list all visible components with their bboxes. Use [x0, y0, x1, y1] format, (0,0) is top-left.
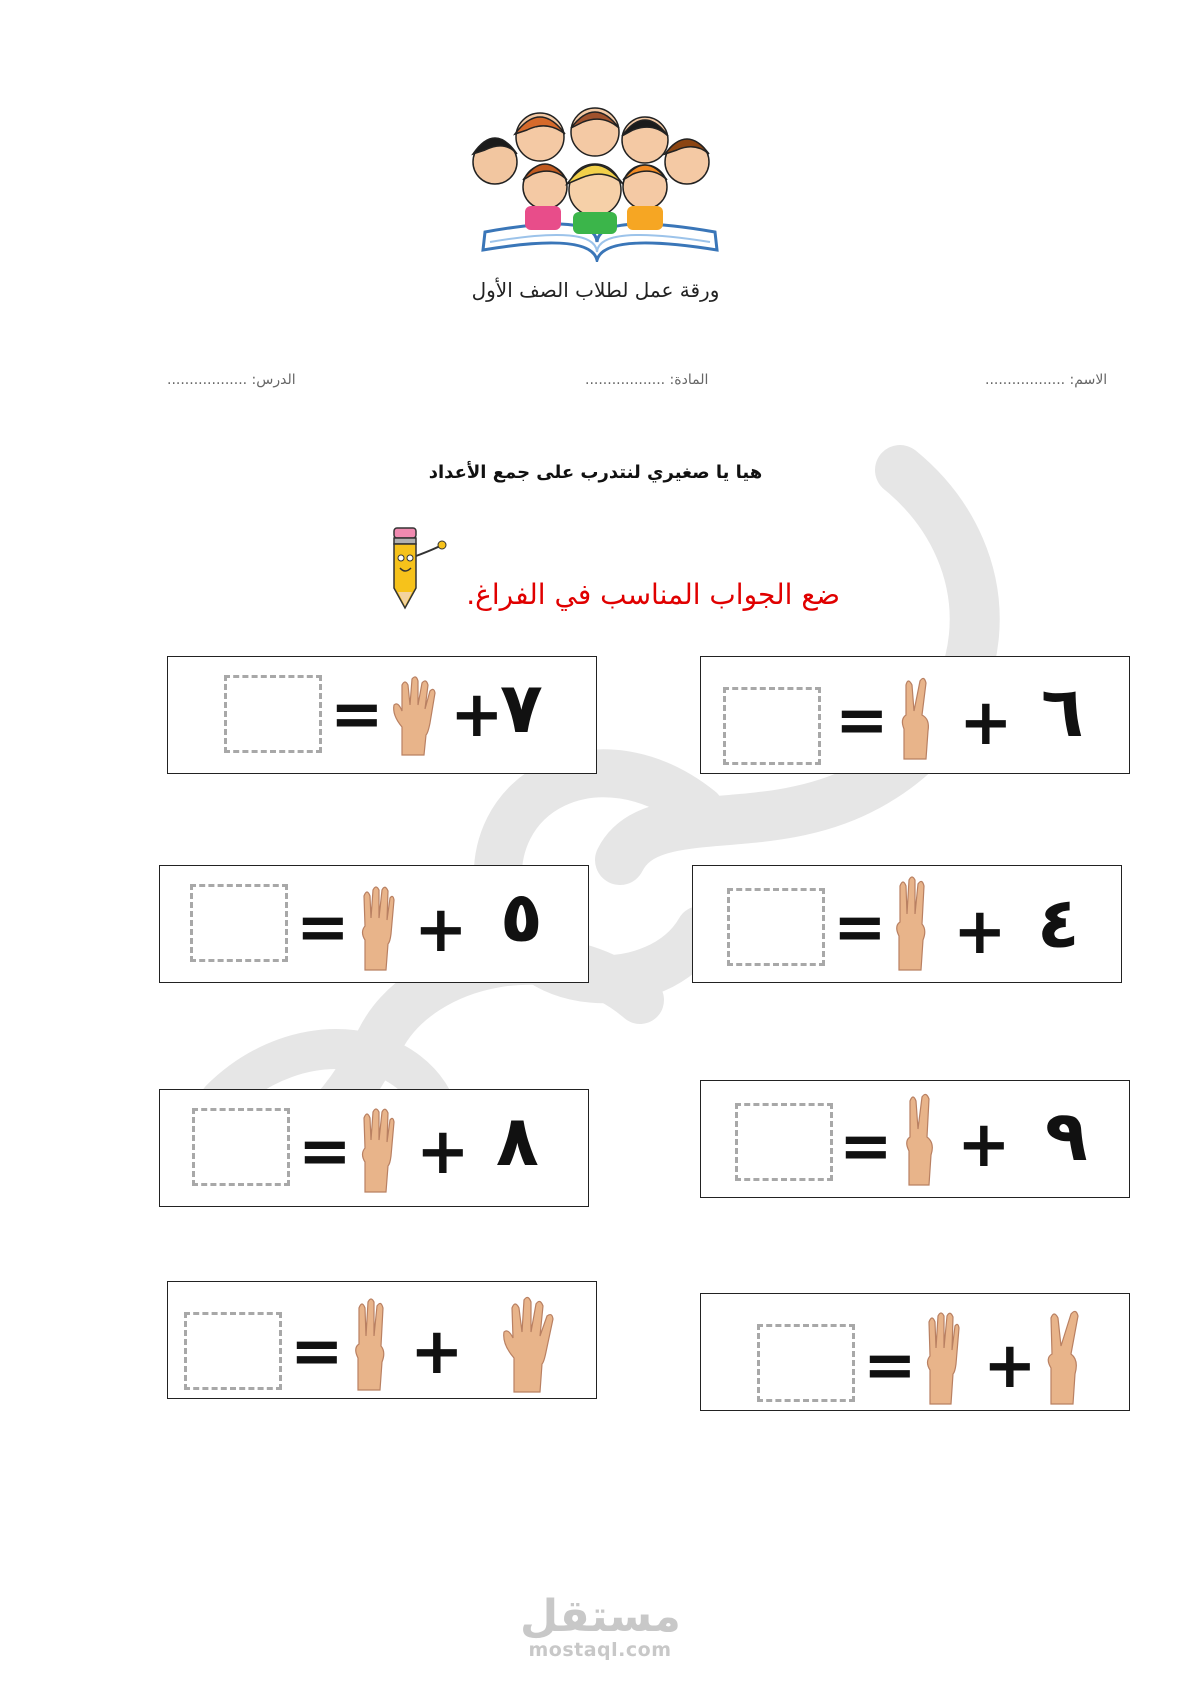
kids-reading-illustration — [455, 92, 740, 262]
equals-sign: = — [296, 891, 350, 965]
problem-card-4 — [159, 865, 589, 983]
problem-card-2 — [167, 656, 597, 774]
equals-sign: = — [863, 1329, 917, 1403]
brand-arabic: مستقل — [520, 1591, 681, 1642]
first-number: ٨ — [496, 1100, 539, 1182]
plus-sign: + — [957, 1108, 1011, 1182]
plus-sign: + — [983, 1329, 1037, 1403]
problem-card-1 — [700, 656, 1130, 774]
first-number: ٧ — [500, 667, 543, 749]
plus-sign: + — [450, 678, 504, 752]
lesson-field[interactable]: الدرس: .................. — [167, 372, 296, 388]
hand-three-fingers-icon — [891, 874, 931, 972]
first-number: ٤ — [1037, 882, 1080, 964]
problem-card-5 — [700, 1080, 1130, 1198]
hand-four-fingers-icon — [921, 1308, 961, 1406]
problem-card-3 — [692, 865, 1122, 983]
problem-card-8 — [167, 1281, 597, 1399]
plus-sign: + — [414, 893, 468, 967]
hand-five-fingers-icon — [390, 675, 440, 757]
brand-watermark — [520, 1591, 681, 1661]
answer-box[interactable] — [757, 1324, 855, 1402]
equals-sign: = — [290, 1315, 344, 1389]
hand-three-fingers-icon — [350, 1296, 392, 1392]
equals-sign: = — [330, 678, 384, 752]
instruction-text: هيا يا صغيري لنتدرب على جمع الأعداد — [428, 462, 763, 483]
first-number: ٦ — [1041, 671, 1084, 753]
plus-sign: + — [959, 686, 1013, 760]
equals-sign: = — [839, 1110, 893, 1184]
hand-four-fingers-icon — [356, 1104, 398, 1194]
equals-sign: = — [298, 1115, 352, 1189]
problem-card-7 — [700, 1293, 1130, 1411]
problem-card-6 — [159, 1089, 589, 1207]
first-number: ٩ — [1045, 1095, 1088, 1177]
equals-sign: = — [835, 684, 889, 758]
subject-field[interactable]: المادة: .................. — [585, 372, 709, 388]
name-field[interactable]: الاسم: .................. — [985, 372, 1108, 388]
sheet-title: ورقة عمل لطلاب الصف الأول — [471, 278, 720, 302]
brand-latin: mostaql.com — [528, 1639, 672, 1661]
answer-box[interactable] — [190, 884, 288, 962]
equals-sign: = — [833, 891, 887, 965]
plus-sign: + — [416, 1115, 470, 1189]
hand-two-fingers-icon — [896, 671, 938, 763]
answer-box[interactable] — [727, 888, 825, 966]
plus-sign: + — [410, 1315, 464, 1389]
answer-box[interactable] — [192, 1108, 290, 1186]
answer-box[interactable] — [224, 675, 322, 753]
answer-box[interactable] — [735, 1103, 833, 1181]
first-number: ٥ — [500, 876, 543, 958]
hand-four-fingers-icon — [356, 882, 398, 972]
answer-box[interactable] — [723, 687, 821, 765]
answer-box[interactable] — [184, 1312, 282, 1390]
hand-two-fingers-icon — [901, 1089, 941, 1187]
hand-two-fingers-icon — [1041, 1306, 1089, 1406]
hand-five-fingers-icon — [498, 1294, 560, 1394]
plus-sign: + — [953, 895, 1007, 969]
task-instruction: ضع الجواب المناسب في الفراغ. — [466, 578, 840, 611]
